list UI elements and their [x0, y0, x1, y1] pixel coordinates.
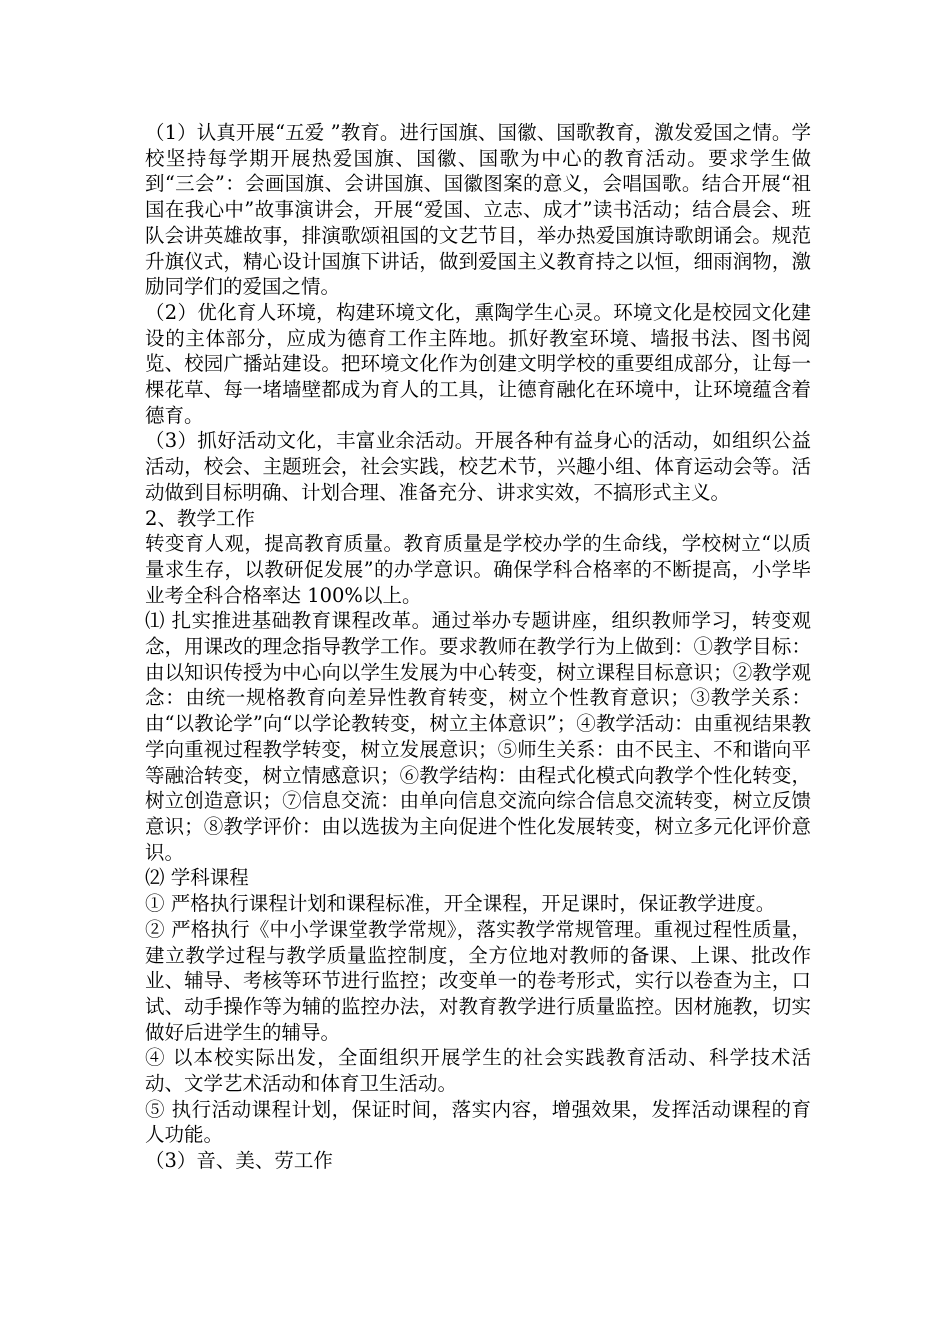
- paragraph-activity-culture: （3）抓好活动文化，丰富业余活动。开展各种有益身心的活动，如组织公益活动，校会、主题班会，社会实践，校艺术节，兴趣小组、体育运动会等。活动做到目标明确、计划合理、准备充分、讲求实效，不搞形式主义。: [145, 429, 811, 504]
- paragraph-course-plan: ① 严格执行课程计划和课程标准，开全课程，开足课时，保证教学进度。: [145, 892, 776, 916]
- paragraph-environment-culture: （2）优化育人环境，构建环境文化，熏陶学生心灵。环境文化是校园文化建设的主体部分，应成为德育工作主阵地。抓好教室环境、墙报书法、图书阅览、校园广播站建设。把环境文化作为创建文明学校的重要组成部分，让每一棵花草、每一堵墙壁都成为育人的工具，让德育融化在环境中，让环境蕴含着德育。: [145, 300, 811, 427]
- paragraph-practice-activities: ④ 以本校实际出发，全面组织开展学生的社会实践教育活动、科学技术活动、文学艺术活动和体育卫生活动。: [145, 1046, 811, 1096]
- paragraph-curriculum-reform: ⑴ 扎实推进基础教育课程改革。通过举办专题讲座，组织教师学习，转变观念，用课改的理念指导教学工作。要求教师在教学行为上做到：①教学目标：由以知识传授为中心向以学生发展为中心转变，树立课程目标意识；②教学观念：由统一规格教育向差异性教育转变，树立个性教育意识；③教学关系：由“以教论学”向“以学论教转变，树立主体意识”；④教学活动：由重视结果教学向重视过程教学转变，树立发展意识；⑤师生关系：由不民主、不和谐向平等融洽转变，树立情感意识；⑥教学结构：由程式化模式向教学个性化转变，树立创造意识；⑦信息交流：由单向信息交流向综合信息交流转变，树立反馈意识；⑧教学评价：由以选拔为主向促进个性化发展转变，树立多元化评价意识。: [145, 609, 811, 864]
- heading-teaching-work: 2、教学工作: [145, 506, 255, 530]
- paragraph-education-quality: 转变育人观，提高教育质量。教育质量是学校办学的生命线，学校树立“以质量求生存，以教研促发展”的办学意识。确保学科合格率的不断提高，小学毕业考全科合格率达 100%以上。: [145, 532, 811, 607]
- paragraph-activity-course: ⑤ 执行活动课程计划，保证时间，落实内容，增强效果，发挥活动课程的育人功能。: [145, 1097, 811, 1147]
- heading-subject-curriculum: ⑵ 学科课程: [145, 866, 249, 890]
- heading-music-art-labor: （3）音、美、劳工作: [145, 1149, 333, 1173]
- paragraph-teaching-routine: ② 严格执行《中小学课堂教学常规》，落实教学常规管理。重视过程性质量，建立教学过程与教学质量监控制度，全方位地对教师的备课、上课、批改作业、辅导、考核等环节进行监控；改变单一的卷考形式，实行以卷查为主，口试、动手操作等为辅的监控办法，对教育教学进行质量监控。因材施教，切实做好后进学生的辅导。: [145, 917, 811, 1044]
- paragraph-five-loves-education: （1）认真开展“五爱 ”教育。进行国旗、国徽、国歌教育，激发爱国之情。学校坚持每学期开展热爱国旗、国徽、国歌为中心的教育活动。要求学生做到“三会”：会画国旗、会讲国旗、国徽图案的意义，会唱国歌。结合开展“祖国在我心中”故事演讲会，开展“爱国、立志、成才”读书活动；结合晨会、班队会讲英雄故事，排演歌颂祖国的文艺节目，举办热爱国旗诗歌朗诵会。规范升旗仪式，精心设计国旗下讲话，做到爱国主义教育持之以恒，细雨润物，激励同学们的爱国之情。: [145, 121, 811, 299]
- document-page: [145, 120, 811, 1174]
